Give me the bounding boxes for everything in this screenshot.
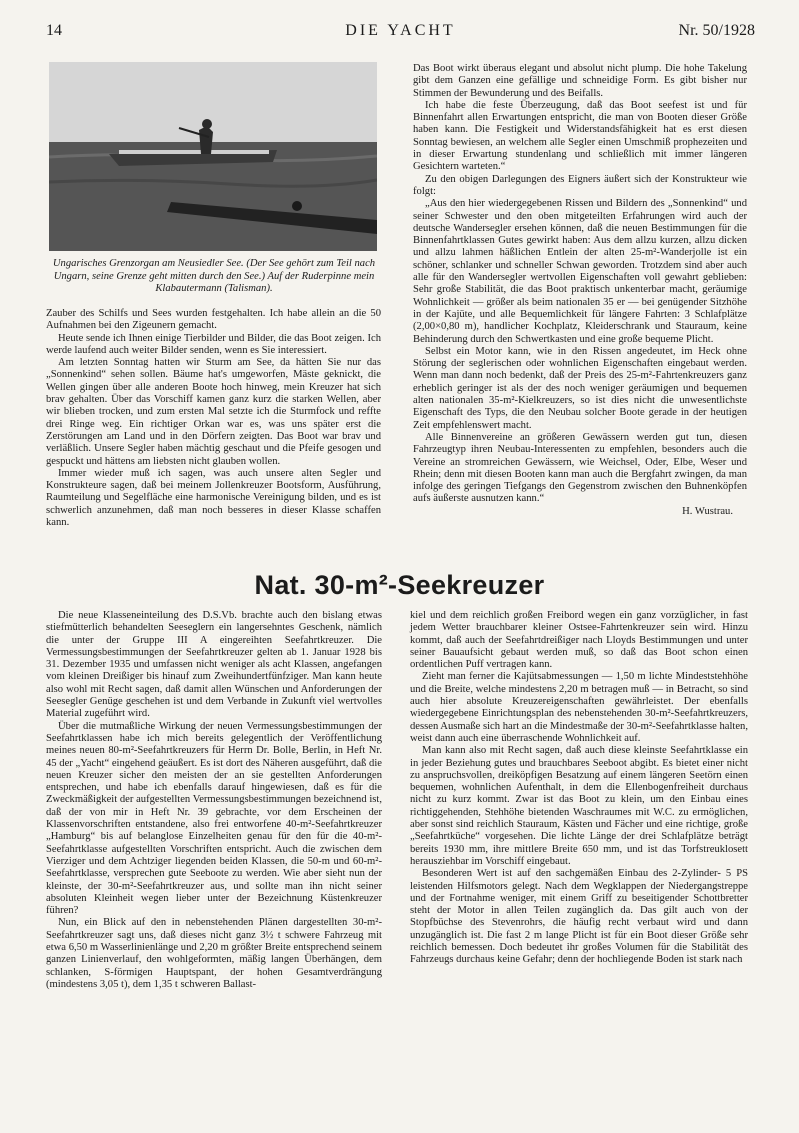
paragraph: Die neue Klasseneinteilung des D.S.Vb. brachte auch den bislang etwas stiefmütterlich behandelten Seeseglern ein langersehntes Geschenk, nämlich die unter der Gruppe III A eingereihten Seefahrtkreuzer. Die Vermessungsbestimmungen der Seefahrtkreuzer gelten ab 1. Januar 1928 bis 31. Dezember 1935 und umfassen nicht weniger als acht Klassen, angefangen vom kleinen Dreißiger bis hinauf zum Zweihundertfünfziger. Man kann heute also wohl mit Recht sagen, daß damit allen Wünschen und Anforderungen der Seesegler Genüge geschehen ist und dem Verbande in Zukunft viel wertvolles Material zugeführt wird.	[46, 610, 382, 720]
paragraph: Zieht man ferner die Kajütsabmessungen — 1,50 m lichte Mindeststehhöhe und die Breite, welche mindestens 2,20 m betragen muß — in Betracht, so sind auch hier absolute Kreuzereigenschaften gewährleistet. Der ebenfalls wiedergegebene Einrichtungsplan des nebenstehenden 30-m²-Seefahrtkreuzers, dessen Ausmaße sich hart an die Mindestmaße der 30-m²-Seefahrtklasse halten, weist dann auch eine überraschende Wohnlichkeit auf.	[410, 671, 748, 744]
paragraph: „Aus den hier wiedergegebenen Rissen und Bildern des „Sonnenkind“ und seiner Schwester und den oben mitgeteilten Erfahrungen wird auch der deutsche Wandersegler ersehen können, daß die neuen Bestimmungen für die Binnenfahrtklassen Gutes gewirkt haben: Aus dem allzu kurzen, allzu dicken und allzu lahmen häßlichen Entlein der alten 25-m²-Wanderjolle ist ein schöner, schlanker und schneller Schwan geworden. Trotzdem sind aber auch alle für den Wandersegler wertvollen Eigenschaften voll gewahrt geblieben: Sehr große Stabilität, die das Boot praktisch unkenterbar macht, geräumige Wohnlichkeit — größer als beim nationalen 35 er — bei genügender Sitzhöhe in der Kajüte, und alle Bequemlichkeit für längere Fahrten: 3 Schlafplätze (2,00×0,80 m), handlicher Kochplatz, Kleiderschrank und Stauraum, keine Behinderung durch den Schwertkasten und eine große bequeme Plicht.	[413, 198, 747, 345]
photo-caption: Ungarisches Grenzorgan am Neusiedler See. (Der See gehört zum Teil nach Ungarn, seine Grenze geht mitten durch den See.) Auf der Ruderpinne mein Klabautermann (Talisman).	[52, 258, 376, 295]
page-header	[46, 22, 755, 44]
article-title: Nat. 30-m²-Seekreuzer	[254, 570, 545, 600]
paragraph: Besonderen Wert ist auf den sachgemäßen Einbau des 2-Zylinder- 5 PS leistenden Hilfsmotors gelegt. Nach dem Wegklappen der Niedergangstreppe und der Fortnahme weniger, mit einem Griff zu beseitigender Schottbretter steht der Motor in allen Teilen zugänglich da. Das gilt auch von der Stopfbüchse des Stevenrohrs, die häufig recht verbaut wird und dann unzugänglich ist. Die fast 2 m lange Plicht ist für ein Boot dieser Größe sehr reichlich bemessen. Doch bedeutet ihr großes Volumen für die Stabilität des Fahrzeugs durchaus keine Gefahr; denn der hochliegende Boden ist stark nach	[410, 868, 748, 966]
page-number: 14	[46, 22, 62, 39]
column-b	[413, 63, 747, 518]
lake-photo	[49, 62, 377, 251]
paragraph: Man kann also mit Recht sagen, daß auch diese kleinste Seefahrtklasse ein in jeder Beziehung gutes und brauchbares Seeboot abgibt. Es bietet einer nicht zu anspruchsvollen, dreiköpfigen Besatzung auf einem längeren Seetörn einen bequemen, wohnlichen Aufenthalt, in dem die Ellenbogenfreiheit durchaus nicht zu kurz kommt. Zwar ist das Boot zu klein, um den Einbau eines richtiggehenden, Stehhöhe bietenden Waschraumes mit W.C. zu ermöglichen, aber sonst sind reichlich Stauraum, Kästen und Fächer und eine richtige, große „Seefahrtküche“ vorgesehen. Die lichte Länge der drei Schlafplätze beträgt bereits 1930 mm, ihre mittlere Breite 650 mm, und ist das Torfstreuklosett herausziehbar im Vorschiff eingebaut.	[410, 745, 748, 867]
paragraph: Selbst ein Motor kann, wie in den Rissen angedeutet, im Heck ohne Störung der seglerischen oder wohnlichen Eigenschaften eingebaut werden. Wenn man dann noch bedenkt, daß der Preis des 25-m²-Fahrtenkreuzers ganz erheblich geringer ist als der des noch weniger geräumigen und bequemen alten nationalen 35-m²-Kielkreuzers, so ist dies nicht die unwesentlichste Eigenschaft des Typs, die den Neubau solcher Boote gerade in der heutigen Zeit empfehlenswert macht.	[413, 345, 747, 431]
paragraph: Immer wieder muß ich sagen, was auch unsere alten Segler und Konstrukteure sagen, daß bei meinem Jollenkreuzer Bootsform, Ausführung, Raumteilung und Segelfläche eine harmonische Vereinigung bilden, und es ist schwerlich anzunehmen, daß man noch besseres in dieser Klasse schaffen kann.	[46, 467, 381, 529]
paragraph: Ich habe die feste Überzeugung, daß das Boot seefest ist und für Binnenfahrt allen Erwartungen entspricht, die man von Booten dieser Größe haben kann. Die Festigkeit und Widerstandsfähigkeit hat es erst diesen Sonntag bewiesen, an welchem alle Segler einen Umschmiß prophezeiten und in dieser Erwartung stundenlang und schließlich mit immer längeren Gesichtern warteten.“	[413, 99, 747, 173]
column-c	[46, 610, 382, 991]
paragraph: Zu den obigen Darlegungen des Eigners äußert sich der Konstrukteur wie folgt:	[413, 173, 747, 197]
paragraph: Das Boot wirkt überaus elegant und absolut nicht plump. Die hohe Takelung gibt dem Ganzen eine gefällige und schneidige Form. Es gibt bisher nur Stimmen der Bewunderung und des Beifalls.	[413, 63, 747, 99]
author-signature: H. Wustrau.	[682, 505, 733, 517]
magazine-title: DIE YACHT	[345, 22, 456, 39]
lake-photo-drawing	[49, 62, 377, 251]
column-a	[46, 308, 381, 529]
issue-number: Nr. 50/1928	[678, 22, 755, 39]
paragraph: kiel und dem reichlich großen Freibord wegen ein ganz vorzüglicher, in fast jedem Wetter brauchbarer kleiner Ostsee-Fahrtenkreuzer sein wird. Hinzu kommt, daß auch der Seefahrtdreißiger nach Lloyds Bestimmungen und unter seiner Bauaufsicht gebaut werden muß, so daß das Boot schon einen ordentlichen Puff vertragen kann.	[410, 610, 748, 671]
paragraph: Alle Binnenvereine an größeren Gewässern werden gut tun, diesen Fahrzeugtyp ihren Neubau-Interessenten zu empfehlen, besonders auch die Vereine an stromreichen Gewässern, wie Weichsel, Oder, Elbe, Weser und Rhein; denn mit diesen Booten kann man auch die Bergfahrt zwingen, da man infolge des geringen Tiefgangs den Gegenstrom zwischen den Buhnenköpfen aufs äußerste ausnutzen kann.“	[413, 431, 747, 505]
column-d	[410, 610, 748, 967]
paragraph: Am letzten Sonntag hatten wir Sturm am See, da hätten Sie nur das „Sonnenkind“ sehen sollen. Bäume hat's umgeworfen, Mäste geknickt, die Wellen gingen über alle anderen Boote hoch hinweg, mein Kreuzer hat sich brav gehalten. Über das Vorschiff kamen ganz kurz die starken Wellen, aber wir blieben trocken, und zum ersten Mal setzte ich die Sturmfock und reffte drei Ringe weg. Ein richtiger Orkan war es, was uns später erst die Zerstörungen am Land und in den Dörfern zeigten. Das Boot war brav und verläßlich. Unsere Segler haben mächtig geschaut und die Pfeife gesogen und gespuckt und hättens am liebsten nicht glauben wollen.	[46, 357, 381, 467]
paragraph: Über die mutmaßliche Wirkung der neuen Vermessungsbestimmungen der Seefahrtklassen habe ich mich bereits gelegentlich der Veröffentlichung meines neuen 80-m²-Seefahrtkreuzers für Herrn Dr. Bolle, Berlin, in Heft Nr. 45 der „Yacht“ eingehend geäußert. Es ist dort des Näheren ausgeführt, daß die neuen Kreuzer sicher den meisten der an sie gestellten Anforderungen entsprechen, und habe ich ebenfalls darauf hingewiesen, daß es für die Zweckmäßigkeit der aufgestellten Vermessungsbestimmungen bezeichnend ist, daß der von mir in Heft Nr. 39 gebrachte, vor dem Erscheinen der Klassenvorschriften entstandene, also frei entworfene 40-m²-Seefahrtkreuzer „Hamburg“ bis auf belanglose Einzelheiten genau für den für die 40-m²-Seefahrtklasse aufgestellten Vorschriften entspricht. Auch die zwischen dem Vierziger und dem Achtziger liegenden beiden Klassen, die 50-m und 60-m²-Seefahrtklasse, versprechen gute Seeboote zu werden. Wie aber sieht nun der kleinste, der 30-m²-Seefahrtkreuzer aus, und sollte man ihn nicht seiner absoluten Kleinheit wegen lieber unter der Bezeichnung Küstenkreuzer führen?	[46, 720, 382, 917]
paragraph: Heute sende ich Ihnen einige Tierbilder und Bilder, die das Boot zeigen. Ich werde laufend auch weiter Bilder senden, wenn es Sie interessiert.	[46, 332, 381, 356]
paragraph: Zauber des Schilfs und Sees wurden festgehalten. Ich habe allein an die 50 Aufnahmen bei den Zigeunern gemacht.	[46, 308, 381, 332]
paragraph: Nun, ein Blick auf den in nebenstehenden Plänen dargestellten 30-m²-Seefahrtkreuzer sagt uns, daß dieses nicht ganz 3½ t schwere Fahrzeug mit etwa 6,50 m Wasserlinienlänge und 2,20 m größter Breite entsprechend seinem ganzen Linienverlauf, den wohlgeformten, mäßig langen Überhängen, dem schlanken, S-förmigen Hauptspant, der hohen Gesamtverdrängung (mindestens 3,05 t), dem 1,35 t schweren Ballast-	[46, 917, 382, 990]
